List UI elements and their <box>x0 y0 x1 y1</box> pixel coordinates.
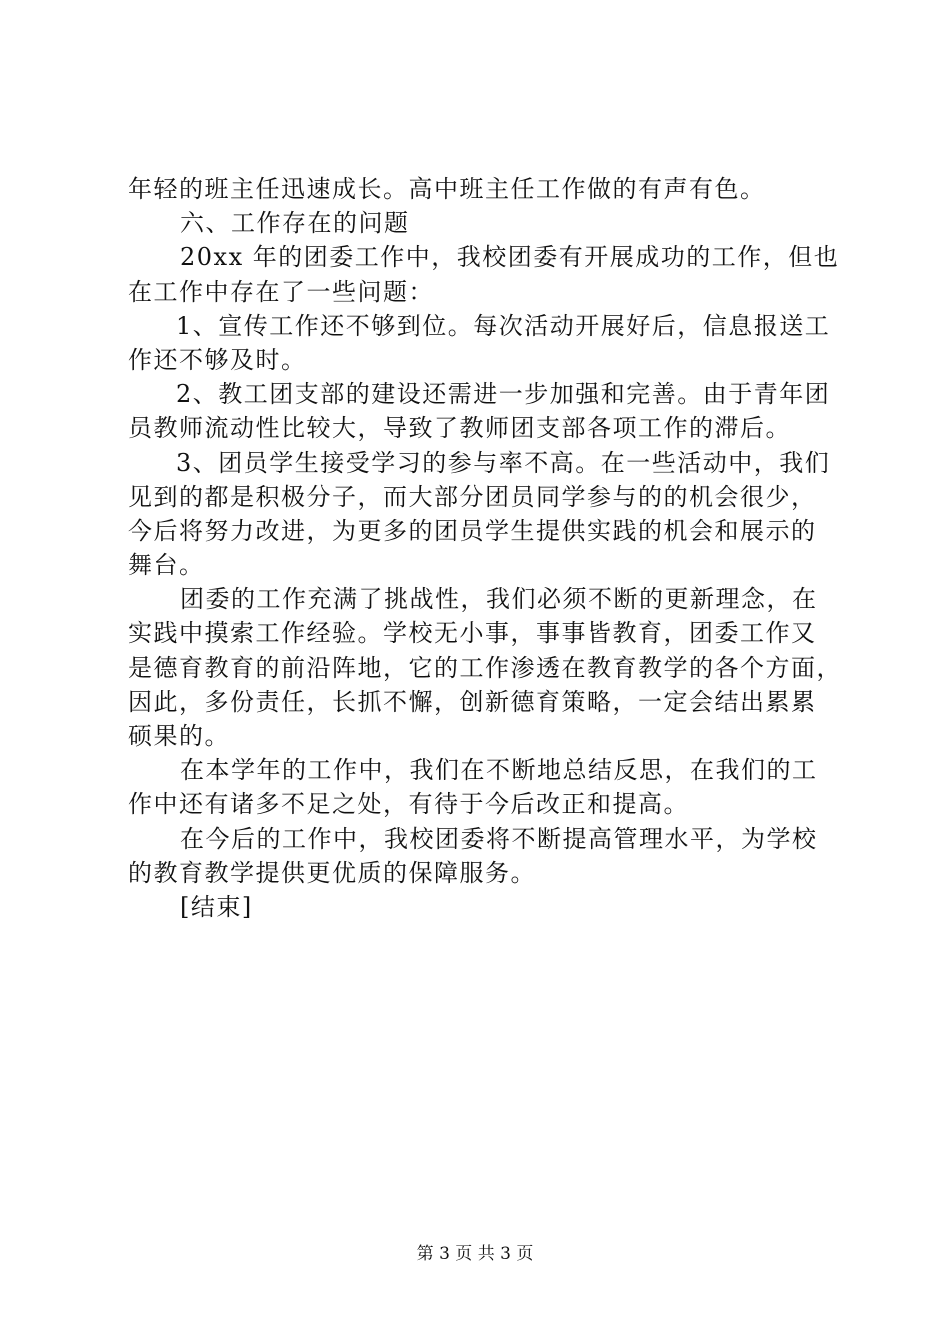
text-line: 在工作中存在了一些问题： <box>128 277 434 306</box>
text-line: 员教师流动性比较大，导致了教师团支部各项工作的滞后。 <box>128 414 791 443</box>
text-line: 舞台。 <box>128 551 205 580</box>
page-footer <box>0 1243 950 1265</box>
text-line: 实践中摸索工作经验。学校无小事，事事皆教育，团委工作又 <box>128 619 817 648</box>
text-line: 团委的工作充满了挑战性，我们必须不断的更新理念，在 <box>180 585 818 614</box>
end-marker: [结束] <box>180 892 253 921</box>
document-body <box>128 172 842 924</box>
list-item-3: 3、团员学生接受学习的参与率不高。在一些活动中，我们 <box>176 448 831 477</box>
section-heading: 六、工作存在的问题 <box>180 209 410 238</box>
text-line: 在本学年的工作中，我们在不断地总结反思，在我们的工 <box>180 756 818 785</box>
text-line: 作还不够及时。 <box>128 345 307 374</box>
text-line: 今后将努力改进，为更多的团员学生提供实践的机会和展示的 <box>128 516 817 545</box>
text-line: 见到的都是积极分子，而大部分团员同学参与的的机会很少， <box>128 482 817 511</box>
text-line: 年轻的班主任迅速成长。高中班主任工作做的有声有色。 <box>128 175 766 203</box>
page-number-label: 第 3 页 共 3 页 <box>416 1244 534 1264</box>
text-line: 硕果的。 <box>128 722 230 750</box>
text-line: 作中还有诸多不足之处，有待于今后改正和提高。 <box>128 790 689 819</box>
text-line: 20xx 年的团委工作中，我校团委有开展成功的工作，但也 <box>180 243 840 272</box>
list-item-2: 2、教工团支部的建设还需进一步加强和完善。由于青年团 <box>176 380 831 409</box>
text-line: 因此，多份责任，长抓不懈，创新德育策略，一定会结出累累 <box>128 687 817 716</box>
text-line: 是德育教育的前沿阵地，它的工作渗透在教育教学的各个方面， <box>128 653 842 682</box>
list-item-1: 1、宣传工作还不够到位。每次活动开展好后，信息报送工 <box>176 311 831 340</box>
text-line: 在今后的工作中，我校团委将不断提高管理水平，为学校 <box>180 824 818 853</box>
text-line: 的教育教学提供更优质的保障服务。 <box>128 858 536 887</box>
